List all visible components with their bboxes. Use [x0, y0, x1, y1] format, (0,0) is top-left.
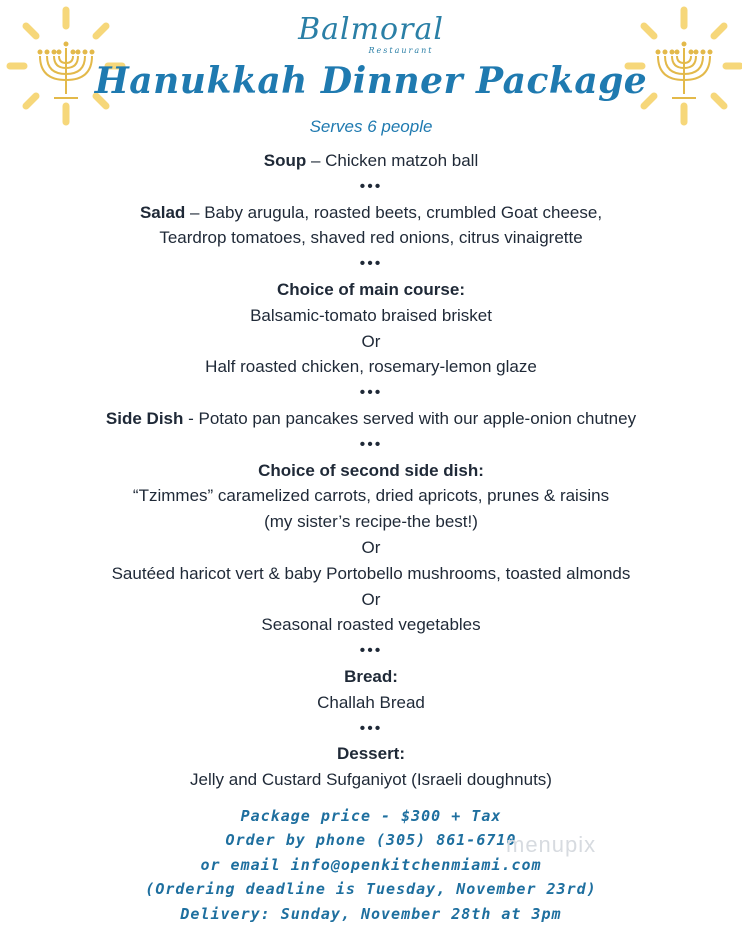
order-info	[0, 804, 742, 926]
second-side-label: Choice of second side dish:	[258, 460, 484, 480]
dessert-heading	[0, 741, 742, 767]
order-email: or email info@openkitchenmiami.com	[200, 855, 542, 874]
main-course-heading	[0, 277, 742, 303]
second-side-option-2: Sautéed haricot vert & baby Portobello mushrooms, toasted almonds	[111, 563, 631, 583]
second-side-option-3: Seasonal roasted vegetables	[261, 615, 481, 635]
separator: •••	[359, 255, 383, 273]
bread-label: Bread:	[344, 666, 398, 686]
main-course-option-2: Half roasted chicken, rosemary-lemon glaze	[205, 357, 537, 377]
soup-line	[0, 148, 742, 174]
or-divider: Or	[361, 331, 381, 351]
order-phone: Order by phone (305) 861-6710	[225, 831, 517, 850]
or-divider: Or	[361, 537, 381, 557]
salad-label: Salad	[139, 202, 186, 222]
dessert-label: Dessert:	[336, 744, 406, 764]
side-dish-label: Side Dish	[105, 408, 184, 428]
main-course-label: Choice of main course:	[277, 279, 465, 299]
separator: •••	[359, 384, 383, 402]
salad-text: – Baby arugula, roasted beets, crumbled Goat cheese,	[185, 202, 603, 222]
salad-line	[0, 200, 742, 226]
bread-heading	[0, 664, 742, 690]
or-divider: Or	[361, 589, 381, 609]
separator: •••	[359, 435, 383, 453]
soup-text: – Chicken matzoh ball	[306, 151, 479, 170]
restaurant-logo	[0, 14, 742, 55]
separator: •••	[359, 177, 383, 195]
watermark: menupix	[506, 832, 597, 857]
logo-name: Balmoral	[298, 12, 444, 47]
side-dish-line	[0, 406, 742, 432]
separator: •••	[359, 642, 383, 660]
delivery-info: Delivery: Sunday, November 28th at 3pm	[180, 904, 562, 923]
bread-text: Challah Bread	[317, 692, 425, 712]
package-price: Package price - $300 + Tax	[240, 807, 502, 825]
soup-label: Soup	[263, 151, 307, 170]
second-side-heading	[0, 458, 742, 484]
second-side-option-1-note: (my sister’s recipe-the best!)	[264, 512, 478, 532]
salad-line-2: Teardrop tomatoes, shaved red onions, citrus vinaigrette	[159, 228, 583, 248]
menu-list	[0, 148, 742, 793]
dessert-text: Jelly and Custard Sufganiyot (Israeli doughnuts)	[190, 770, 552, 790]
main-course-option-1: Balsamic-tomato braised brisket	[250, 305, 492, 325]
serves-note: Serves 6 people	[309, 117, 433, 136]
page-title: Hanukkah Dinner Package	[94, 60, 648, 102]
side-dish-text: - Potato pan pancakes served with our apple-onion chutney	[183, 408, 637, 428]
logo-subtitle: Restaurant	[368, 46, 434, 55]
second-side-option-1: “Tzimmes” caramelized carrots, dried apricots, prunes & raisins	[132, 486, 610, 506]
order-deadline: (Ordering deadline is Tuesday, November 23rd)	[145, 880, 597, 899]
separator: •••	[359, 719, 383, 737]
